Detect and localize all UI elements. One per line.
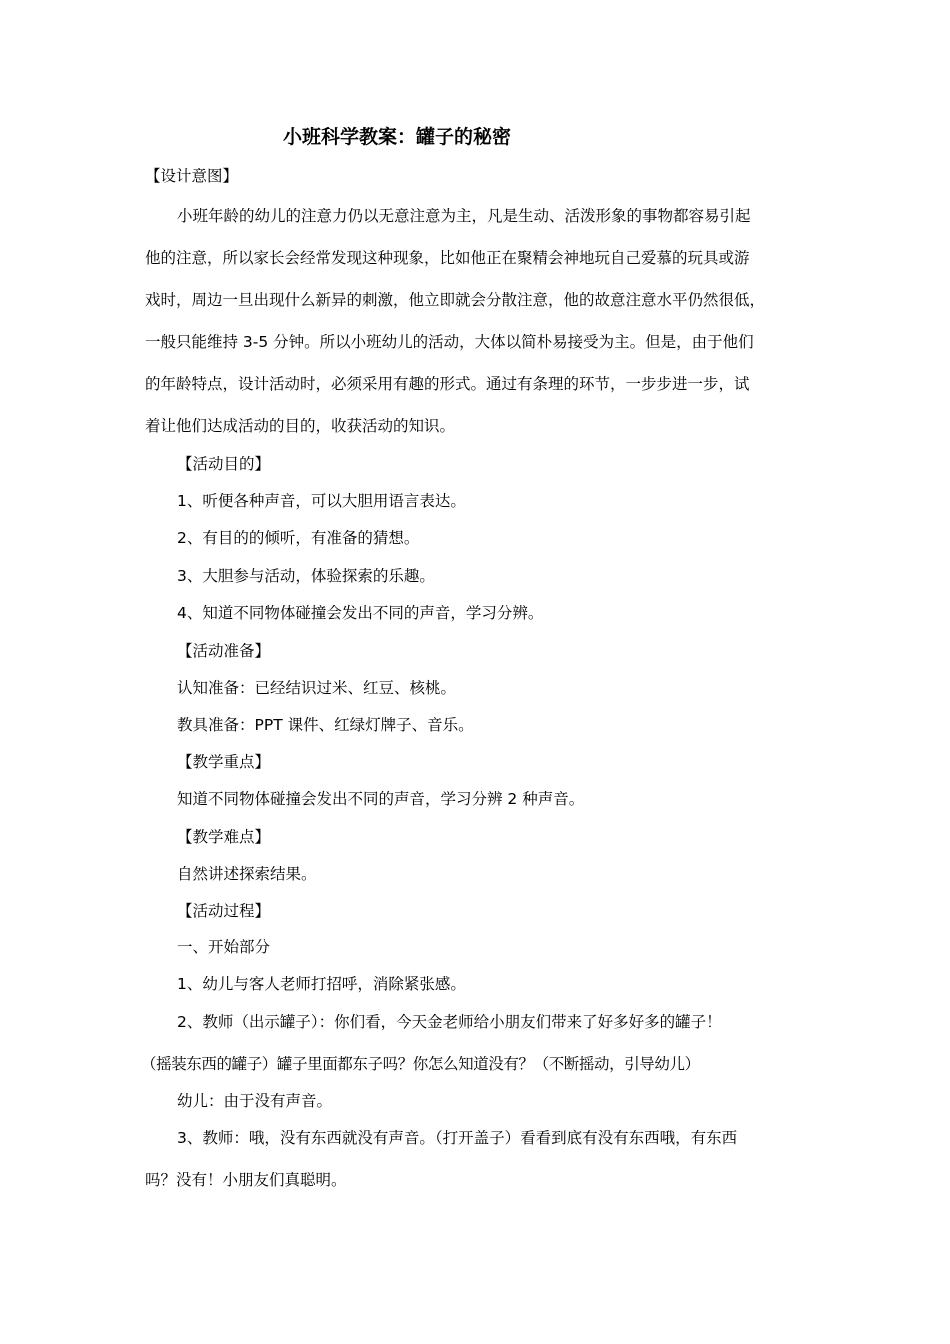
design-intent-line: 的年龄特点，设计活动时，必须采用有趣的形式。通过有条理的环节，一步步进一步，试 [145, 375, 750, 393]
process-step-continued: （摇装东西的罐子）罐子里面都东子吗？你怎么知道没有？（不断摇动，引导幼儿） [141, 1055, 700, 1073]
process-heading: 【活动过程】 [177, 902, 271, 920]
child-answer: 幼儿：由于没有声音。 [177, 1092, 333, 1110]
goal-item: 2、有目的的倾听，有准备的猜想。 [177, 529, 420, 547]
preparation-heading: 【活动准备】 [177, 642, 271, 660]
goal-item: 3、大胆参与活动，体验探索的乐趣。 [177, 567, 435, 585]
process-step: 1、幼儿与客人老师打招呼，消除紧张感。 [177, 975, 466, 993]
process-step-continued: 吗？没有！小朋友们真聪明。 [145, 1171, 347, 1189]
difficulty-text: 自然讲述探索结果。 [177, 865, 317, 883]
difficulty-heading: 【教学难点】 [177, 828, 271, 846]
preparation-item: 教具准备：PPT 课件、红绿灯牌子、音乐。 [177, 716, 474, 734]
process-part-one: 一、开始部分 [177, 938, 271, 956]
page-title: 小班科学教案：罐子的秘密 [283, 126, 512, 148]
design-intent-line: 一般只能维持 3-5 分钟。所以小班幼儿的活动，大体以简朴易接受为主。但是，由于他们 [145, 333, 754, 351]
goal-item: 4、知道不同物体碰撞会发出不同的声音，学习分辨。 [177, 604, 544, 622]
design-intent-line: 戏时，周边一旦出现什么新异的刺激，他立即就会分散注意，他的故意注意水平仍然很低， [145, 291, 766, 309]
key-point-text: 知道不同物体碰撞会发出不同的声音，学习分辨 2 种声音。 [177, 790, 585, 808]
process-step: 3、教师：哦，没有东西就没有声音。（打开盖子）看看到底有没有东西哦，有东西 [177, 1129, 738, 1147]
design-intent-line: 小班年龄的幼儿的注意力仍以无意注意为主，凡是生动、活泼形象的事物都容易引起 [177, 207, 751, 225]
design-intent-line: 着让他们达成活动的目的，收获活动的知识。 [145, 417, 456, 435]
goals-heading: 【活动目的】 [177, 455, 271, 473]
design-intent-heading: 【设计意图】 [145, 167, 239, 185]
design-intent-line: 他的注意，所以家长会经常发现这种现象，比如他正在聚精会神地玩自己爱慕的玩具或游 [145, 249, 750, 267]
key-point-heading: 【教学重点】 [177, 753, 271, 771]
process-step: 2、教师（出示罐子）：你们看，今天金老师给小朋友们带来了好多好多的罐子！ [177, 1013, 722, 1031]
preparation-item: 认知准备：已经结识过米、红豆、核桃。 [177, 679, 457, 697]
goal-item: 1、听便各种声音，可以大胆用语言表达。 [177, 492, 466, 510]
